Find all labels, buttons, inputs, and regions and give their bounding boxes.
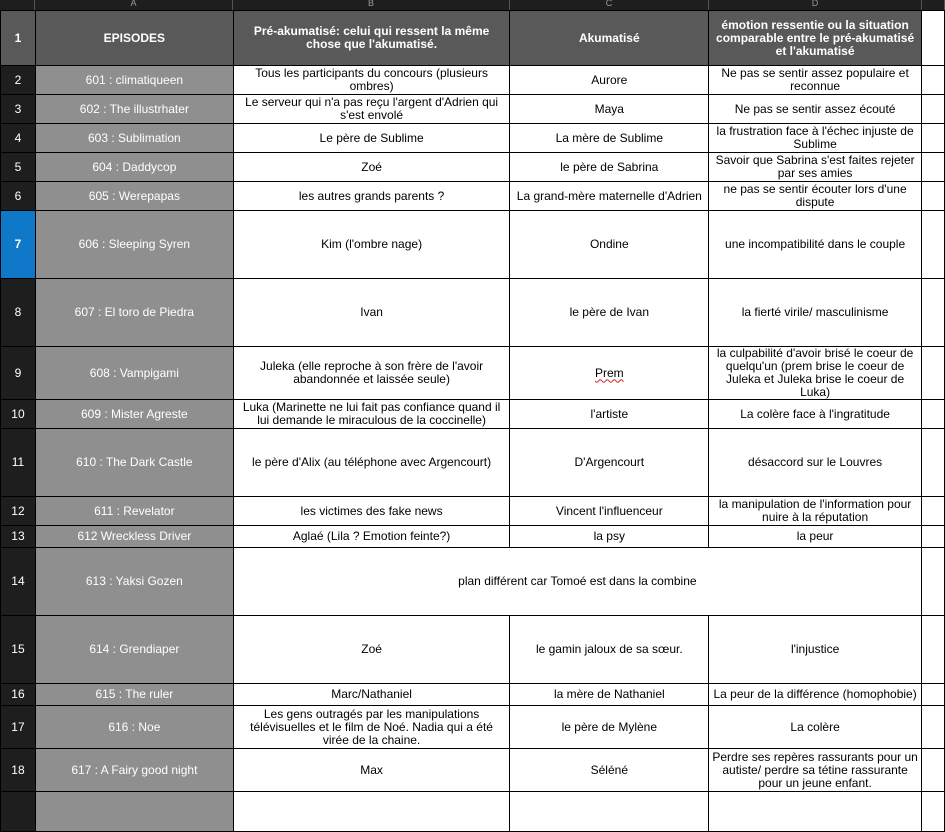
table-row [1,526,945,548]
empty-cell[interactable] [921,526,944,548]
episode-cell[interactable] [35,124,233,153]
corner-cell[interactable] [0,0,35,10]
episode-cell[interactable] [35,347,233,400]
episode-text: 605 : Werepapas [88,188,180,203]
episode-text: 603 : Sublimation [87,130,181,145]
empty-cell[interactable] [921,347,944,400]
header-akumatise[interactable]: Akumatisé [510,11,709,66]
episode-cell[interactable] [35,211,233,279]
row-number[interactable]: 11 [1,429,36,497]
episode-cell[interactable] [35,749,233,792]
row-number[interactable]: 17 [1,706,36,749]
table-row [1,153,945,182]
row-number[interactable]: 6 [1,182,36,211]
episode-text: 612 Wreckless Driver [77,529,192,543]
header-pre-akumatise[interactable]: Pré-akumatisé: celui qui ressent la même chose que l'akumatisé. [233,11,510,66]
row-number[interactable]: 5 [1,153,36,182]
empty-cell[interactable] [921,400,944,429]
row-number[interactable]: 2 [1,66,36,95]
emotion-cell[interactable]: la frustration face à l'échec injuste de Sublime [709,124,922,153]
akumatise-cell[interactable] [510,792,709,832]
akumatise-cell[interactable]: La grand-mère maternelle d'Adrien [510,182,709,211]
emotion-cell[interactable]: La colère face à l'ingratitude [709,400,922,429]
episode-text: 604 : Daddycop [92,159,177,174]
row-number[interactable]: 9 [1,347,36,400]
table-row [1,347,945,400]
episode-cell[interactable] [35,429,233,497]
episode-cell[interactable] [35,400,233,429]
emotion-cell[interactable]: la manipulation de l'information pour nuire à la réputation [709,497,922,526]
table-row [1,400,945,429]
pre-akumatise-cell[interactable] [233,792,510,832]
column-header-b[interactable]: B [233,0,510,10]
akumatise-cell[interactable]: la psy [510,526,709,548]
akumatise-cell[interactable]: le père de Ivan [510,279,709,347]
empty-cell[interactable] [921,429,944,497]
table-row [1,279,945,347]
akumatise-cell[interactable]: Aurore [510,66,709,95]
row-number[interactable]: 4 [1,124,36,153]
empty-cell[interactable] [921,497,944,526]
episode-text: 616 : Noe [108,719,161,734]
empty-cell[interactable] [921,706,944,749]
pre-akumatise-cell[interactable]: Tous les participants du concours (plusieurs ombres) [233,66,510,95]
row-number[interactable]: 18 [1,749,36,792]
pre-akumatise-cell[interactable]: Luka (Marinette ne lui fait pas confiance quand il lui demande le miraculous de la coccinelle) [233,400,510,429]
empty-cell[interactable] [921,95,944,124]
empty-cell[interactable] [921,749,944,792]
episode-text: 609 : Mister Agreste [81,406,188,421]
emotion-cell[interactable]: ne pas se sentir écouter lors d'une dispute [709,182,922,211]
column-header-bar [0,0,945,10]
data-grid [0,10,945,832]
akumatise-cell[interactable]: D'Argencourt [510,429,709,497]
pre-akumatise-cell[interactable]: les autres grands parents ? [233,182,510,211]
episode-text: 608 : Vampigami [89,365,179,380]
emotion-cell[interactable]: Ne pas se sentir assez populaire et reconnue [709,66,922,95]
episode-cell[interactable] [35,279,233,347]
empty-cell[interactable] [921,182,944,211]
pre-akumatise-cell[interactable]: Aglaé (Lila ? Emotion feinte?) [233,526,510,548]
table-row [1,429,945,497]
empty-cell[interactable] [921,616,944,684]
pre-akumatise-cell[interactable]: le père d'Alix (au téléphone avec Argencourt) [233,429,510,497]
empty-cell[interactable] [921,11,944,66]
emotion-cell[interactable]: La peur de la différence (homophobie) [709,684,922,706]
episode-cell[interactable] [35,66,233,95]
table-row [1,616,945,684]
empty-cell[interactable] [921,548,944,616]
row-number-selected[interactable]: 7 [1,211,36,279]
emotion-cell[interactable] [709,792,922,832]
table-row [1,548,945,616]
emotion-cell[interactable]: la fierté virile/ masculinisme [709,279,922,347]
table-row [1,497,945,526]
column-header-d[interactable]: D [709,0,922,10]
pre-akumatise-cell[interactable]: Marc/Nathaniel [233,684,510,706]
episode-text: 607 : El toro de Piedra [74,305,195,319]
akumatise-cell[interactable]: le gamin jaloux de sa sœur. [510,616,709,684]
column-header-a[interactable]: A [35,0,233,10]
emotion-cell[interactable]: une incompatibilité dans le couple [709,211,922,279]
akumatise-cell[interactable]: La mère de Sublime [510,124,709,153]
emotion-cell[interactable]: La colère [709,706,922,749]
column-header-c[interactable]: C [510,0,709,10]
episode-cell[interactable] [35,706,233,749]
pre-akumatise-cell[interactable]: Zoé [233,616,510,684]
empty-cell[interactable] [921,66,944,95]
pre-akumatise-cell[interactable]: Ivan [233,279,510,347]
empty-cell[interactable] [921,792,944,832]
table-row [1,211,945,279]
column-header-e[interactable] [922,0,945,10]
akumatise-cell[interactable]: Maya [510,95,709,124]
row-number[interactable]: 8 [1,279,36,347]
header-episodes[interactable]: EPISODES [35,11,233,66]
episode-cell[interactable] [35,153,233,182]
merged-note-cell[interactable]: plan différent car Tomoé est dans la combine [233,548,921,616]
pre-akumatise-cell[interactable]: les victimes des fake news [233,497,510,526]
table-row [1,749,945,792]
row-number[interactable]: 16 [1,684,36,706]
episode-cell[interactable] [35,526,233,548]
header-row [1,11,945,66]
empty-cell[interactable] [921,124,944,153]
emotion-cell[interactable]: Ne pas se sentir assez écouté [709,95,922,124]
emotion-cell[interactable]: la culpabilité d'avoir brisé le coeur de quelqu'un (prem brise le coeur de Juleka et Juleka brise le coeur de Luka) [709,347,922,400]
episode-cell[interactable] [35,548,233,616]
emotion-cell[interactable]: l'injustice [709,616,922,684]
table-row [1,684,945,706]
emotion-cell[interactable]: Perdre ses repères rassurants pour un autiste/ perdre sa tétine rassurante pour un jeune enfant. [709,749,922,792]
akumatise-cell[interactable]: l'artiste [510,400,709,429]
episode-cell[interactable] [35,497,233,526]
pre-akumatise-cell[interactable]: Kim (l'ombre nage) [233,211,510,279]
episode-text: 601 : climatiqueen [85,72,184,87]
akumatise-cell[interactable]: le père de Mylène [510,706,709,749]
episode-text: 610 : The Dark Castle [76,455,193,469]
row-number[interactable]: 1 [1,11,36,66]
episode-cell[interactable] [35,616,233,684]
akumatise-cell[interactable]: Séléné [510,749,709,792]
empty-cell[interactable] [921,211,944,279]
table-row [1,182,945,211]
emotion-cell[interactable]: la peur [709,526,922,548]
episode-text: 614 : Grendiaper [89,642,180,656]
empty-cell[interactable] [921,279,944,347]
table-row [1,95,945,124]
pre-akumatise-cell[interactable]: Zoé [233,153,510,182]
pre-akumatise-cell[interactable]: Le serveur qui n'a pas reçu l'argent d'Adrien qui s'est envolé [233,95,510,124]
episode-text: 606 : Sleeping Syren [78,237,191,251]
episode-cell[interactable] [35,95,233,124]
table-row [1,124,945,153]
episode-text: 611 : Revelator [94,503,175,518]
akumatise-cell[interactable]: le père de Sabrina [510,153,709,182]
pre-akumatise-cell[interactable]: Les gens outragés par les manipulations télévisuelles et le film de Noé. Nadia qui a été virée de la chaine. [233,706,510,749]
row-number[interactable]: 15 [1,616,36,684]
pre-akumatise-cell[interactable]: Juleka (elle reproche à son frère de l'avoir abandonnée et laissée seule) [233,347,510,400]
table-row [1,792,945,832]
emotion-cell[interactable]: Savoir que Sabrina s'est faites rejeter par ses amies [709,153,922,182]
row-number[interactable]: 13 [1,526,36,548]
episode-cell[interactable] [35,182,233,211]
akumatise-cell[interactable] [510,347,709,400]
akumatise-text: Prem [594,365,624,380]
emotion-cell[interactable]: désaccord sur le Louvres [709,429,922,497]
episode-text: 602 : The illustrhater [79,101,189,116]
episode-text: 615 : The ruler [95,687,174,701]
episode-text: 617 : A Fairy good night [71,762,198,777]
row-number[interactable]: 3 [1,95,36,124]
episode-cell[interactable] [35,684,233,706]
episode-text: 613 : Yaksi Gozen [85,574,183,588]
empty-cell[interactable] [921,153,944,182]
header-emotion[interactable]: émotion ressentie ou la situation comparable entre le pré-akumatisé et l'akumatisé [709,11,922,66]
akumatise-cell[interactable]: Ondine [510,211,709,279]
row-number[interactable]: 12 [1,497,36,526]
empty-cell[interactable] [921,684,944,706]
row-number[interactable] [1,792,36,832]
akumatise-cell[interactable]: Vincent l'influenceur [510,497,709,526]
row-number[interactable]: 10 [1,400,36,429]
pre-akumatise-cell[interactable]: Max [233,749,510,792]
table-row [1,66,945,95]
akumatise-cell[interactable]: la mère de Nathaniel [510,684,709,706]
row-number[interactable]: 14 [1,548,36,616]
episode-cell[interactable] [35,792,233,832]
pre-akumatise-cell[interactable]: Le père de Sublime [233,124,510,153]
table-row [1,706,945,749]
